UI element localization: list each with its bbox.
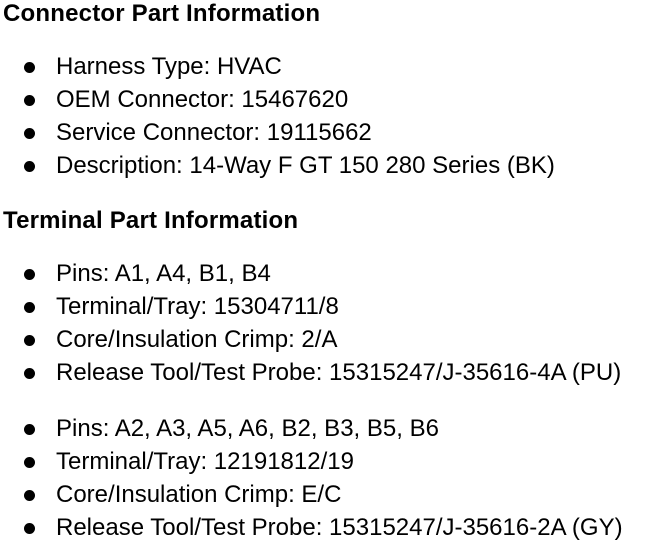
terminal-info-list-group-2 [0,412,672,544]
list-item-text: Terminal/Tray: 15304711/8 [56,293,339,320]
list-item-text: Core/Insulation Crimp: 2/A [56,326,338,353]
section-heading-terminal-part-information: Terminal Part Information [3,207,299,234]
bullet-icon [24,302,35,313]
list-item-core-insulation-crimp-group-2 [0,478,672,511]
list-item-release-tool-test-probe-group-2 [0,511,672,544]
bullet-icon [24,161,35,172]
bullet-icon [24,335,35,346]
terminal-info-list-group-1 [0,257,672,389]
bullet-icon [24,523,35,534]
bullet-icon [24,62,35,73]
bullet-icon [24,490,35,501]
connector-info-list [0,50,672,182]
list-item-terminal-tray-group-2 [0,445,672,478]
bullet-icon [24,128,35,139]
list-item-text: OEM Connector: 15467620 [56,86,349,113]
section-heading-connector-part-information: Connector Part Information [3,0,321,27]
list-item-text: Release Tool/Test Probe: 15315247/J-35616-2A (GY) [56,514,623,541]
list-item-text: Release Tool/Test Probe: 15315247/J-35616-4A (PU) [56,359,622,386]
list-item-text: Terminal/Tray: 12191812/19 [56,448,354,475]
list-item-text: Harness Type: HVAC [56,53,282,80]
list-item-text: Service Connector: 19115662 [56,119,372,146]
list-item-oem-connector [0,83,672,116]
list-item-text: Pins: A2, A3, A5, A6, B2, B3, B5, B6 [56,415,439,442]
list-item-terminal-tray-group-1 [0,290,672,323]
list-item-pins-group-2 [0,412,672,445]
list-item-service-connector [0,116,672,149]
list-item-release-tool-test-probe-group-1 [0,356,672,389]
list-item-description [0,149,672,182]
list-item-text: Core/Insulation Crimp: E/C [56,481,342,508]
list-item-text: Description: 14-Way F GT 150 280 Series (BK) [56,152,555,179]
bullet-icon [24,368,35,379]
bullet-icon [24,269,35,280]
list-item-harness-type [0,50,672,83]
list-item-core-insulation-crimp-group-1 [0,323,672,356]
bullet-icon [24,95,35,106]
list-item-text: Pins: A1, A4, B1, B4 [56,260,271,287]
bullet-icon [24,457,35,468]
list-item-pins-group-1 [0,257,672,290]
bullet-icon [24,424,35,435]
